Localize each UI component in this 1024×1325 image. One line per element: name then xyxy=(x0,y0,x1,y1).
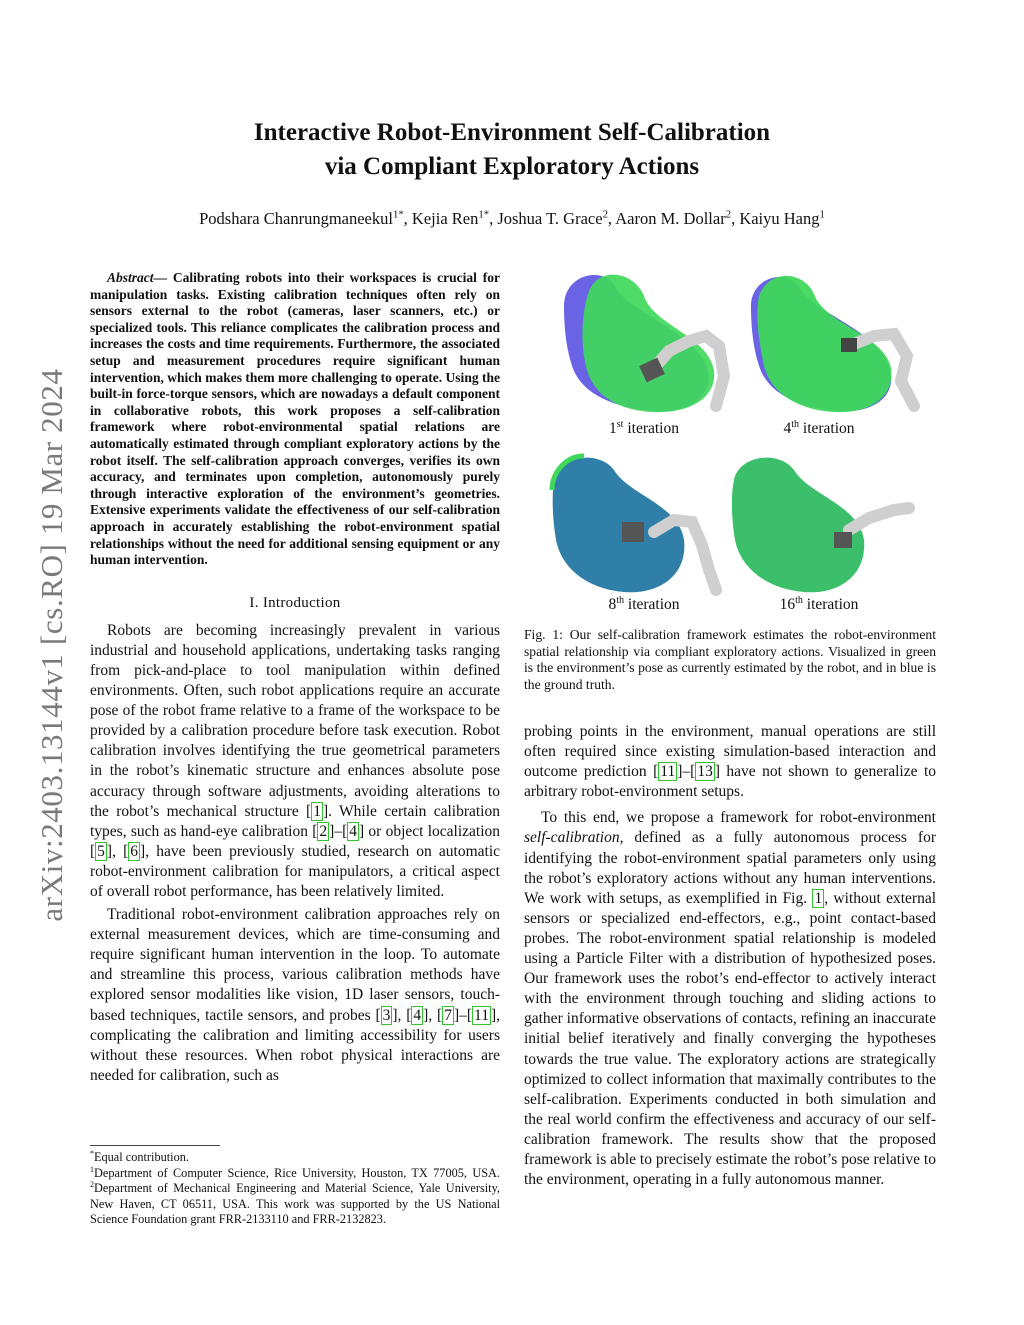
text-run: – xyxy=(682,763,691,781)
right-paragraph-2 xyxy=(524,808,936,1190)
citation-link[interactable]: 5 xyxy=(97,842,105,860)
arxiv-id: arXiv:2403.13144v1 [cs.RO] 19 Mar 2024 xyxy=(34,368,69,922)
figure-panel-iteration-4 xyxy=(729,266,929,416)
intro-paragraph-2: Traditional robot-environment calibration approaches rely on external measurement devices, which are time-consuming and require significant human intervention in the loop. To automate and streamline this process, various calibration methods have explored sensor modalities like vision, 1D laser sensors, touch-based techniques, tactile sensors, and probes [ 3 ], [ 4 ], [ 7 ]–[ 11 ], complicating the calibration and limiting accessibility for users without these resources. When robot physical interactions are needed for calibration, such as xyxy=(90,906,501,1084)
text-run: , have been previously studied, research on automatic robot-environment calibration for manipulators, a critical aspect of overall robot performance, has been relatively limited. xyxy=(90,842,501,900)
citation-link[interactable]: 13 xyxy=(697,763,713,781)
text-run: or object localization xyxy=(364,822,500,840)
robot-environment-render xyxy=(729,450,929,600)
author-mark: 1* xyxy=(478,208,490,221)
robot-environment-render xyxy=(729,266,929,416)
citation-link[interactable]: 4 xyxy=(349,822,357,840)
author: Podshara Chanrungmaneekul xyxy=(199,209,393,228)
citation-link[interactable]: 4 xyxy=(413,1006,422,1024)
figure-caption: Fig. 1: Our self-calibration framework estimates the robot-environment spatial relationship via compliant exploratory actions. Visualized in green is the environment’s pose as currently estimated by the robot, and in blue is the ground truth. xyxy=(524,627,936,693)
author: Kejia Ren xyxy=(411,209,479,228)
author: Aaron M. Dollar xyxy=(615,209,726,228)
robot-environment-render xyxy=(544,450,744,600)
estimate-shape xyxy=(732,458,864,593)
text-run: . While certain calibration types, such as hand-eye calibration xyxy=(90,802,500,840)
label-sup: th xyxy=(616,594,625,606)
text-run: To this end, we propose a framework for robot-environment xyxy=(541,809,936,827)
citation-link[interactable]: 11 xyxy=(474,1006,489,1024)
author-list: Podshara Chanrungmaneekul$^{1*}$, Kejia Ren$^{1*}$, Joshua T. Grace$^2$, Aaron M. Dollar$^2$, Kaiyu Hang$^1$ xyxy=(199,208,825,228)
title-line-2: via Compliant Exploratory Actions xyxy=(324,153,700,180)
label-sup: th xyxy=(795,594,803,606)
footnote-text: Department of Computer Science, Rice University, Houston, TX 77005, USA. xyxy=(94,1165,500,1180)
paper-title xyxy=(0,116,1024,184)
text-run: , complicating the calibration and limiting accessibility for users without these resources. When robot physical interactions are needed for calibration, such as xyxy=(90,1006,501,1084)
author: Joshua T. Grace xyxy=(497,209,603,228)
citation-link[interactable]: 2 xyxy=(319,822,328,840)
robot-gripper xyxy=(834,532,852,548)
label-num: 8 xyxy=(608,596,617,613)
footnote-text: Department of Mechanical Engineering and Material Science, Yale University, New Haven, CT 06511, USA. This work was supported by the US National Science Foundation grant FRR-2133110 and FRR-2132823. xyxy=(90,1181,500,1227)
abstract-label: Abstract xyxy=(107,270,154,285)
left-column xyxy=(90,270,500,1086)
label-text: iteration xyxy=(799,420,855,437)
right-column xyxy=(524,722,936,1190)
panel-label xyxy=(719,420,919,438)
abstract-text: — Calibrating robots into their workspaces is crucial for manipulation tasks. Existing calibration techniques often rely on sensors external to the robot (cameras, laser scanners, etc.) or specialized tools. This reliance complicates the calibration process and increases the costs and time requirements. Furthermore, the associated setup and measurement procedures require significant human intervention, which makes them more challenging to operate. Using the built-in force-torque sensors, which are nowadays a default component in collaborative robots, this work proposes a self-calibration framework where robot-environmental spatial relations are automatically estimated through compliant exploratory actions by the robot itself. The self-calibration approach converges, verifies its own accuracy, and terminates upon completion, autonomously purely through interactive exploration of the environment’s geometries. Extensive experiments validate the effectiveness of our self-calibration approach in accurately establishing the robot-environment spatial relationships without the need for additional sensing equipment or any human intervention. xyxy=(90,270,500,568)
label-text: iteration xyxy=(802,596,859,613)
arxiv-stamp xyxy=(24,345,80,945)
robot-arm xyxy=(849,508,909,530)
text-run: Traditional robot-environment calibration approaches rely on external measurement devices, which are time-consuming and require significant human intervention in the loop. To automate and streamline this process, various calibration methods have explored sensor modalities like vision, 1D laser sensors, touch-based techniques, tactile sensors, and probes xyxy=(90,906,500,1024)
intro-paragraph-1: Robots are becoming increasingly prevalent in various industrial and household applications, undertaking tasks ranging from pick-and-place to tool manipulation within defined environments. Often, such robot applications require an accurate pose of the robot frame relative to a frame of the workspace to be provided by a calibration procedure before task execution. Robot calibration involves identifying the true geometrical parameters in the robot’s kinematic structure and enhances absolute pose accuracy through software adjustments, avoiding alterations to the robot’s mechanical structure [ 1 ]. While certain calibration types, such as hand-eye calibration [ 2 ]–[ 4 ] or object localization [ 5 ], [ 6 ], have been previously studied, research on automatic robot-environment calibration for manipulators, a critical aspect of overall robot performance, has been relatively limited. xyxy=(90,621,501,900)
figure-1 xyxy=(524,262,936,622)
text-run: have not shown to generalize to arbitrary robot-environment setups. xyxy=(524,763,936,801)
footnotes xyxy=(90,1150,500,1228)
text-run: – xyxy=(459,1006,467,1024)
footnote-text: Equal contribution. xyxy=(94,1150,189,1164)
figure-link[interactable]: 1 xyxy=(814,889,823,907)
text-run: , defined as a fully autonomous process for identifying the robot-environment spatial parameters only using the robot’s exploratory actions without any human interventions. We work with setups, as exemplified in Fig. xyxy=(524,829,936,907)
figure-panel-iteration-16 xyxy=(729,450,929,600)
citation-link[interactable]: 7 xyxy=(444,1006,452,1024)
title-line-1: Interactive Robot-Environment Self-Calibration xyxy=(253,119,771,146)
text-run: , xyxy=(397,1006,407,1024)
author-mark: 1 xyxy=(819,208,825,221)
right-paragraph-1: probing points in the environment, manual operations are still often required since existing simulation-based interaction and outcome prediction [ 11 ]–[ 13 ] have not shown to generalize to arbitrary robot-environment setups. xyxy=(524,723,936,801)
figure-panel-iteration-1 xyxy=(544,266,744,416)
label-sup: th xyxy=(791,418,800,430)
citation-link[interactable]: 1 xyxy=(313,802,321,820)
figure-panel-iteration-8 xyxy=(544,450,744,600)
robot-gripper xyxy=(841,338,857,352)
robot-gripper xyxy=(622,522,644,542)
text-run: probing points in the environment, manual operations are still often required since existing simulation-based interaction and outcome prediction xyxy=(524,723,936,781)
text-run: – xyxy=(334,822,343,840)
citation-link[interactable]: 3 xyxy=(382,1006,391,1024)
panel-label xyxy=(544,596,744,614)
author-mark: 2 xyxy=(725,208,732,221)
panel-label xyxy=(544,420,744,438)
footnote-affiliations: $^1$Department of Computer Science, Rice University, Houston, TX 77005, USA. $^2$Department of Mechanical Engineering and Material Science, Yale University, New Haven, CT 06511, USA. This work was supported by the US National Science Foundation grant FRR-2133110 and FRR-2132823. xyxy=(90,1164,500,1227)
text-run: , xyxy=(428,1006,438,1024)
emphasis: self-calibration xyxy=(524,829,620,847)
label-num: 1 xyxy=(609,420,617,437)
abstract xyxy=(90,270,500,569)
estimate-shape xyxy=(757,276,891,412)
label-num: 4 xyxy=(783,420,792,437)
text-run: , xyxy=(112,842,124,860)
section-heading: I. Introduction xyxy=(249,594,341,611)
author-mark: 1* xyxy=(392,208,404,221)
citation-link[interactable]: 11 xyxy=(660,763,676,781)
author: Kaiyu Hang xyxy=(739,209,820,228)
label-text: iteration xyxy=(623,420,679,437)
robot-environment-render xyxy=(544,266,744,416)
text-run: Robots are becoming increasingly prevalent in various industrial and household applications, undertaking tasks ranging from pick-and-place to tool manipulation within defined environments. Often, such robot applications require an accurate pose of the robot frame relative to a frame of the workspace to be provided by a calibration procedure before task execution. Robot calibration involves identifying the true geometrical parameters in the robot’s kinematic structure and enhances absolute pose accuracy through software adjustments, avoiding alterations to the robot’s mechanical structure xyxy=(90,621,500,820)
panel-label xyxy=(719,596,919,614)
author-mark: 2 xyxy=(602,208,608,221)
footnote-equal: *Equal contribution. xyxy=(90,1148,189,1164)
citation-link[interactable]: 6 xyxy=(130,842,139,860)
label-text: iteration xyxy=(624,596,680,613)
label-sup: st xyxy=(616,418,624,430)
label-num: 16 xyxy=(779,596,796,613)
footnote-rule xyxy=(90,1145,220,1146)
text-run: , without external sensors or specialized end-effectors, e.g., point contact-based probes. The robot-environment spatial relationship is modeled using a Particle Filter with a distribution of hypothesized poses. Our framework uses the robot’s end-effector to actively interact with the environment through touching and sliding actions to gather informative observations of contacts, refining an inaccurate initial belief iteratively and finally converging the hypotheses towards the true value. The exploratory actions are strategically optimized to collect information that maximally contributes to the self-calibration. Experiments conducted in both simulation and the real world confirm the effectiveness and accuracy of our self-calibration framework. The results show that the proposed framework is able to precisely estimate the robot’s pose relative to the environment, operating in a fully autonomous manner. xyxy=(524,889,937,1189)
